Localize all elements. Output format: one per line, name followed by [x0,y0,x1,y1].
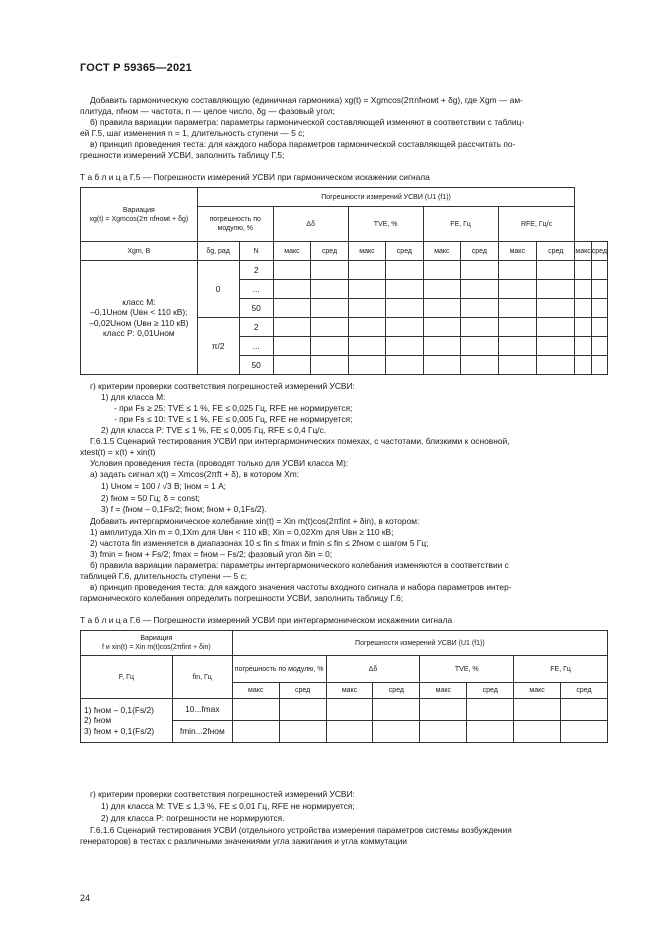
table5-sub-header: макс [498,242,536,261]
paragraph: Добавить интергармоническое колебание xin(t) = Xin m(t)cos(2πfint + δin), в котором: [90,516,420,526]
table5-amplitude-line: –0,02Uном (Uвн ≥ 110 кВ) [89,317,189,328]
table5-amplitude-line: класс M: [122,296,156,307]
table6-frequency-cell [81,699,173,743]
table6-sub-header: макс [514,683,561,699]
table5-sub-header: сред [591,242,607,261]
table5-sub-header: сред [311,242,348,261]
table5-sub-header: сред [461,242,498,261]
paragraph: гармонического колебания определить погрешности УСВИ, заполнить таблицу Г.6; [80,593,404,603]
table6-sub-header: сред [467,683,514,699]
table5-sub-header: сред [536,242,574,261]
table6-range-cell: fmin...2fном [172,721,232,743]
table5-n-cell: 2 [239,261,273,280]
paragraph: 3) fmin = fном + Fs/2; fmax = fном – Fs/2; фазовый угол δin = 0; [90,549,333,559]
table5-caption: Т а б л и ц а Г.5 — Погрешности измерений УСВИ при гармоническом искажении сигнала [80,172,430,182]
table6-group-header: FE, Гц [514,656,608,683]
paragraph: xtest(t) = x(t) + xin(t) [80,447,156,457]
table5-n-cell: 50 [239,299,273,318]
table5-col-delta: δg, рад [197,242,239,261]
table5-amplitude-cell [81,261,198,375]
table6-group-header: Δδ [326,656,420,683]
paragraph: 2) для класса P: TVE ≤ 1 %, FE ≤ 0,005 Гц, RFE ≤ 0,4 Гц/с. [101,425,327,435]
paragraph: 1) амплитуда Xin m = 0,1Xm для Uвн < 110 кВ; Xin = 0,02Xm для Uвн ≥ 110 кВ; [90,527,394,537]
paragraph: г) критерии проверки соответствия погрешностей измерений УСВИ: [90,381,355,391]
table5-delta-cell: π/2 [197,318,239,375]
table5-n-cell: 50 [239,356,273,375]
document-header: ГОСТ Р 59365—2021 [80,62,192,74]
paragraph: - при Fs ≥ 25: TVE ≤ 1 %, FE ≤ 0,025 Гц, RFE не нормируется; [114,403,353,413]
table5-variation-header [81,188,198,242]
table5-group-header: Δδ [273,207,348,242]
table5-sub-header: макс [423,242,460,261]
table5-group-header: погрешность по модулю, % [197,207,273,242]
table5-group-header: FE, Гц [423,207,498,242]
paragraph: таблицей Г.6, длительность ступени — 5 с; [80,571,248,581]
table6-group-header: TVE, % [420,656,514,683]
table6-frequency-line: 1) fном – 0,1(Fs/2) [84,704,154,715]
paragraph: 1) для класса M: TVE ≤ 1,3 %, FE ≤ 0,01 Гц, RFE не нормируется; [101,801,355,811]
page-number: 24 [80,893,91,903]
paragraph: Г.6.1.6 Сценарий тестирования УСВИ (отдельного устройства измерения параметров системы возбуждения [90,825,512,835]
table6-frequency-line: 3) fном + 0,1(Fs/2) [84,725,155,736]
table5-n-cell: ... [239,337,273,356]
table5-amplitude-line: –0,1Uном (Uвн < 110 кВ); [90,307,188,317]
table5-sub-header: макс [348,242,385,261]
paragraph: ей Г.5, шаг изменения n = 1, длительность ступени — 5 с; [80,128,305,138]
paragraph: грешности измерений УСВИ, заполнить таблицу Г.5; [80,150,285,160]
table5-n-cell: 2 [239,318,273,337]
paragraph: 2) fном = 50 Гц; δ = const; [101,493,200,503]
table6-frequency-line: 2) fном [84,715,112,726]
table6-sub-header: сред [279,683,326,699]
paragraph: 1) для класса M: [101,392,166,402]
paragraph: Условия проведения теста (проводят только для УСВИ класса M): [90,458,349,468]
paragraph: Добавить гармоническую составляющую (единичная гармоника) xg(t) = Xgmcos(2πnfномt + δg), где Xgm — ам- [90,95,523,105]
table6-variation-title: Вариация [140,635,173,642]
table5-variation-title: Вариация [122,206,155,214]
paragraph: б) правила вариации параметра: параметры интергармонического колебания изменяются в соответствии с [90,560,509,570]
table5-variation-formula: xg(t) = Xgmcos(2π nfномt + δg) [89,215,189,223]
table5-col-xgm: Xgm, В [81,242,198,261]
table-g5 [80,187,608,375]
table6-caption: Т а б л и ц а Г.6 — Погрешности измерений УСВИ при интергармоническом искажении сигнала [80,615,453,625]
paragraph: г) критерии проверки соответствия погрешностей измерений УСВИ: [90,789,355,799]
paragraph: плитуда, nfном — частота, n — целое число, δg — фазовый угол; [80,106,336,116]
table6-range-cell: 10...fmax [172,699,232,721]
table6-sub-header: макс [420,683,467,699]
paragraph: в) принцип проведения теста: для каждого значения частоты входного сигнала и набора параметров интер- [90,582,512,592]
table5-group-header: TVE, % [348,207,423,242]
table5-amplitude-line: класс P: 0,01Uном [103,328,175,338]
table5-col-n: N [239,242,273,261]
table5-sub-header: сред [386,242,423,261]
paragraph: генераторов) в тестах с различными значениями угла зажигания и угла коммутации [80,836,407,846]
table6-errors-title: Погрешности измерений УСВИ (U1 (f1)) [232,631,607,656]
table6-variation-formula: f и xin(t) = Xin m(t)cos(2πfint + δin) [102,644,211,651]
table6-col-f: F, Гц [81,656,173,699]
paragraph: 2) для класса P: погрешности не нормируются. [101,813,285,823]
table5-delta-cell: 0 [197,261,239,318]
paragraph: в) принцип проведения теста: для каждого набора параметров гармонической составляющей рассчитать по- [90,139,516,149]
table6-sub-header: сред [561,683,608,699]
paragraph: б) правила вариации параметра: параметры гармонической составляющей изменяют в соответствии с таблиц- [90,117,525,127]
table5-group-header: RFE, Гц/с [498,207,575,242]
paragraph: Г.6.1.5 Сценарий тестирования УСВИ при интергармонических помехах, с частотами, близкими к основной, [90,436,510,446]
paragraph: а) задать сигнал x(t) = Xmcos(2πft + δ), в котором Xm: [90,469,300,479]
table6-variation-header [81,631,233,656]
paragraph: 3) f = {fном – 0,1Fs/2; fном; fном + 0,1Fs/2}. [101,504,267,514]
paragraph: - при Fs ≤ 10: TVE ≤ 1 %, FE ≤ 0,005 Гц, RFE не нормируется; [114,414,353,424]
paragraph: 2) частота fin изменяется в диапазонах 10 ≤ fin ≤ fmax и fmin ≤ fin ≤ 2fном с шагом 5 Гц; [90,538,429,548]
paragraph: 1) Uном = 100 / √3 В; Iном = 1 А; [101,481,226,491]
table6-sub-header: макс [232,683,279,699]
table6-sub-header: сред [373,683,420,699]
table6-sub-header: макс [326,683,373,699]
table6-group-header: погрешность по модулю, % [232,656,326,683]
table5-sub-header: макс [575,242,591,261]
table5-sub-header: макс [273,242,310,261]
table6-col-fin: fin, Гц [172,656,232,699]
table5-n-cell: ... [239,280,273,299]
table-g6 [80,630,608,743]
table5-errors-title: Погрешности измерений УСВИ (U1 (f1)) [197,188,575,207]
